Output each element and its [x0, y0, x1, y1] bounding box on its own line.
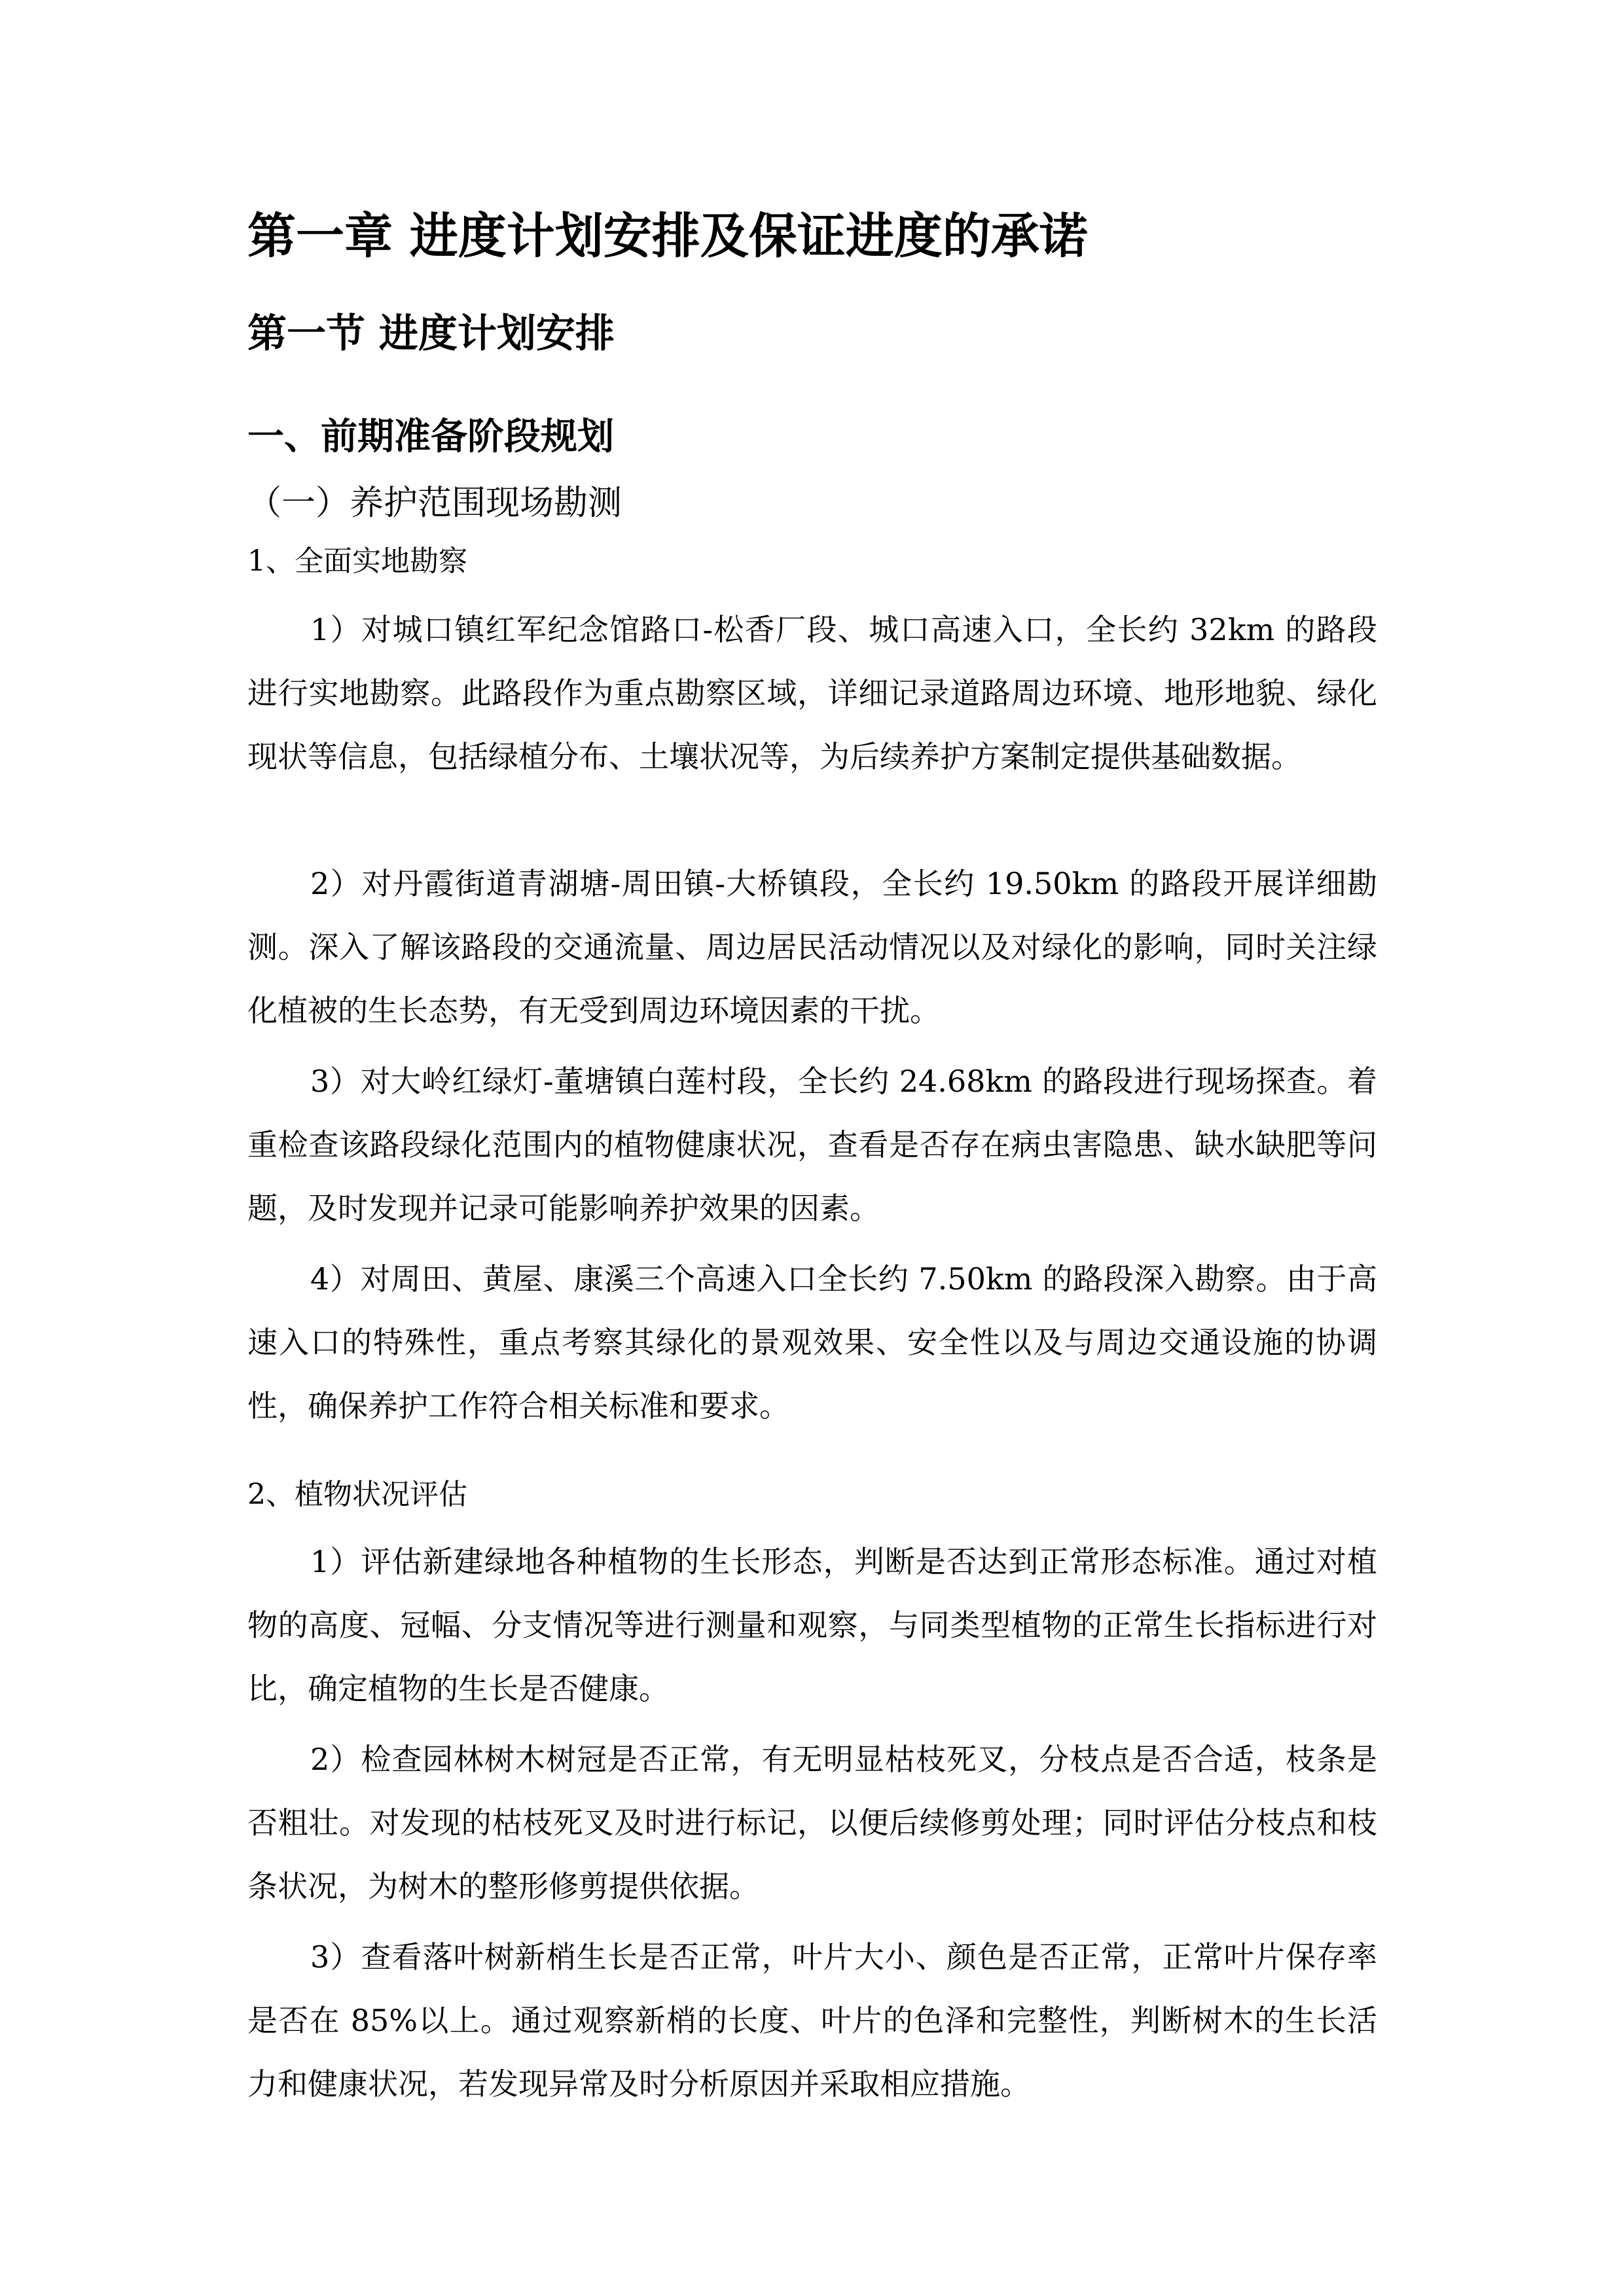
- chapter-title: 第一章 进度计划安排及保证进度的承诺: [247, 208, 1088, 264]
- subsection-title: 一、前期准备阶段规划: [247, 416, 614, 458]
- paragraph: 1）对城口镇红军纪念馆路口-松香厂段、城口高速入口，全长约 32km 的路段进行实地勘察。此路段作为重点勘察区域，详细记录道路周边环境、地形地貌、绿化现状等信息，包括绿植分布、土壤状况等，为后续养护方案制定提供基础数据。: [247, 612, 1377, 774]
- section-title: 第一节 进度计划安排: [247, 311, 615, 357]
- paragraph: 2）对丹霞街道青湖塘-周田镇-大桥镇段，全长约 19.50km 的路段开展详细勘测。深入了解该路段的交通流量、周边居民活动情况以及对绿化的影响，同时关注绿化植被的生长态势，有无受到周边环境因素的干扰。: [247, 866, 1377, 1028]
- paragraph: 2）检查园林树木树冠是否正常，有无明显枯枝死叉，分枝点是否合适，枝条是否粗壮。对发现的枯枝死叉及时进行标记，以便后续修剪处理；同时评估分枝点和枝条状况，为树木的整形修剪提供依据。: [247, 1742, 1377, 1904]
- paragraph: 4）对周田、黄屋、康溪三个高速入口全长约 7.50km 的路段深入勘察。由于高速入口的特殊性，重点考察其绿化的景观效果、安全性以及与周边交通设施的协调性，确保养护工作符合相关标准和要求。: [247, 1261, 1377, 1424]
- item-heading-survey: 1、全面实地勘察: [247, 545, 467, 578]
- paragraph: 1）评估新建绿地各种植物的生长形态，判断是否达到正常形态标准。通过对植物的高度、冠幅、分支情况等进行测量和观察，与同类型植物的正常生长指标进行对比，确定植物的生长是否健康。: [247, 1544, 1377, 1706]
- paragraph: 3）对大岭红绿灯-董塘镇白莲村段，全长约 24.68km 的路段进行现场探查。着重检查该路段绿化范围内的植物健康状况，查看是否存在病虫害隐患、缺水缺肥等问题，及时发现并记录可能影响养护效果的因素。: [247, 1064, 1377, 1226]
- paragraph: 3）查看落叶树新梢生长是否正常，叶片大小、颜色是否正常，正常叶片保存率是否在 85%以上。通过观察新梢的长度、叶片的色泽和完整性，判断树木的生长活力和健康状况，若发现异常及时分析原因并采取相应措施。: [247, 1939, 1377, 2102]
- item-heading-assessment: 2、植物状况评估: [247, 1478, 467, 1511]
- subsubsection-title: （一）养护范围现场勘测: [247, 484, 623, 523]
